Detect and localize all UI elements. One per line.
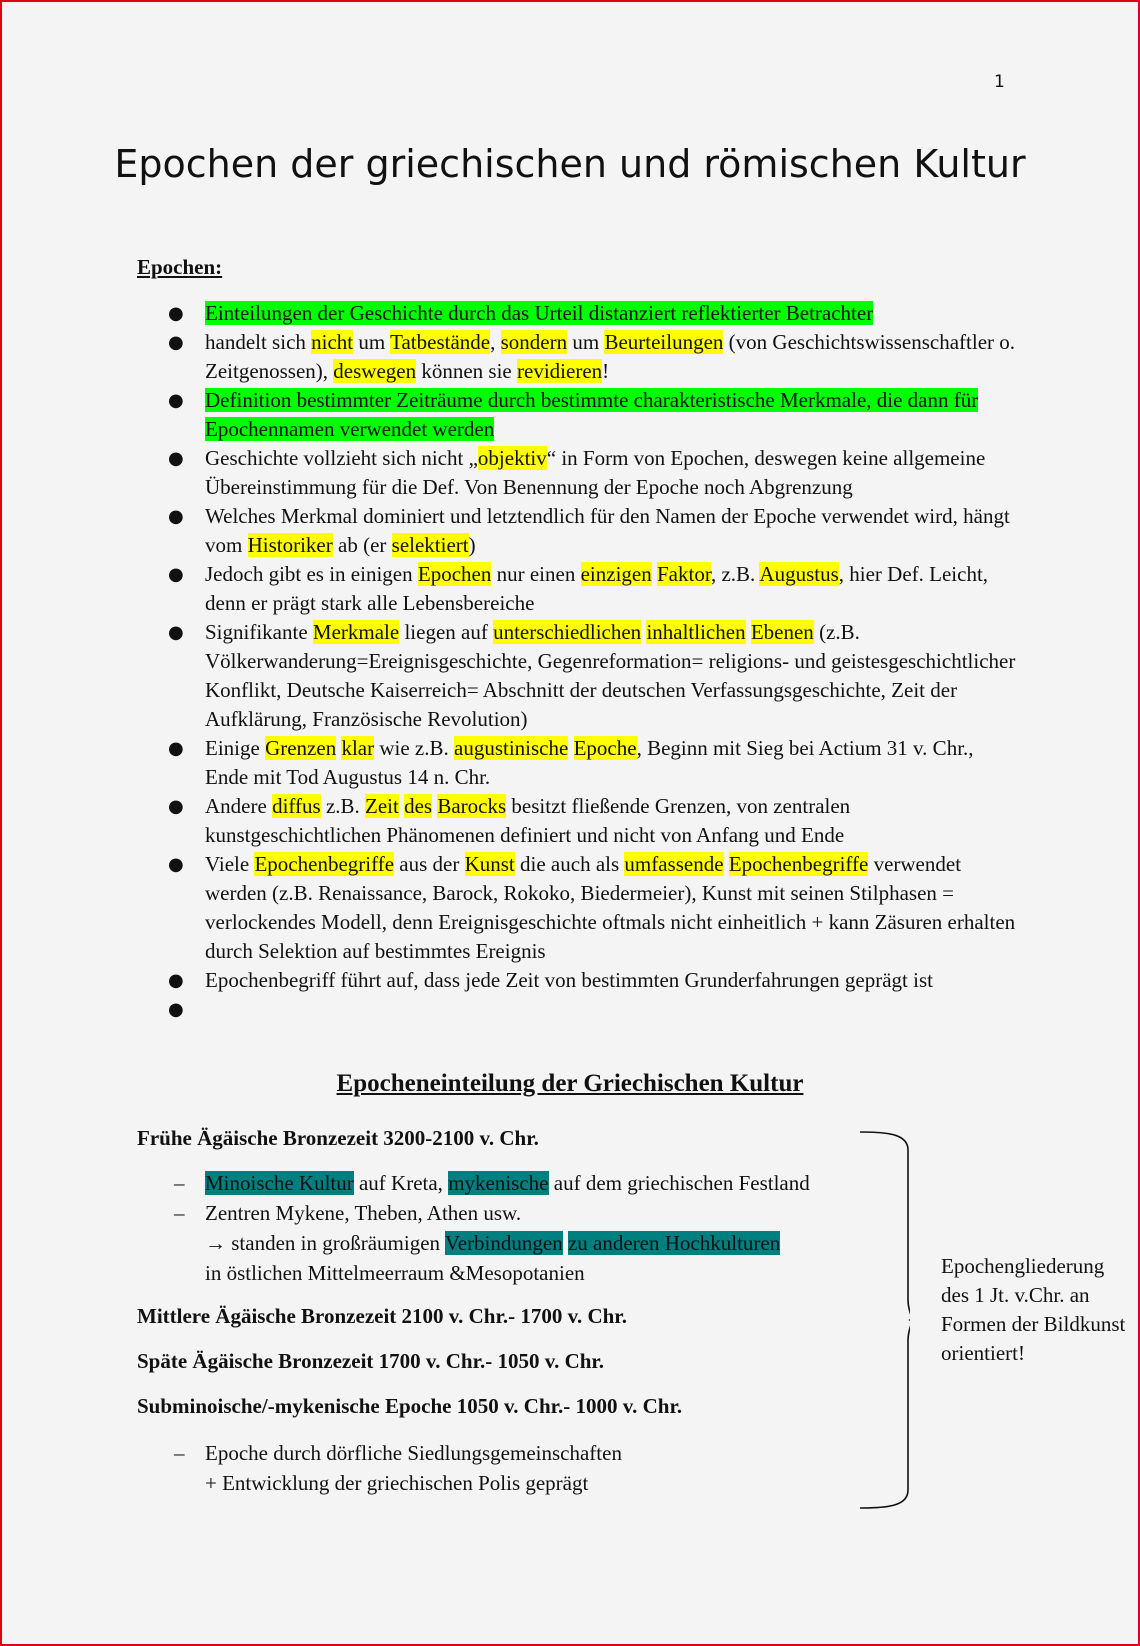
bullet-item	[2, 966, 1138, 995]
bullet-dot-icon: ●	[168, 448, 184, 469]
text-run: aus der	[394, 852, 465, 876]
dash-marker-icon: –	[174, 1201, 185, 1225]
bullet-item	[2, 734, 1138, 792]
bullet-dot-icon: ●	[168, 999, 184, 1020]
bullet-dot-icon: ●	[168, 564, 184, 585]
bullet-item	[2, 328, 1138, 386]
bullet-item	[2, 850, 1138, 966]
era-heading-middle-bronze: Mittlere Ägäische Bronzezeit 2100 v. Chr.- 1700 v. Chr.	[137, 1304, 627, 1328]
page-number: 1	[994, 72, 1005, 92]
highlighted-text: diffus	[272, 794, 321, 818]
highlighted-text: selektiert	[391, 533, 469, 557]
text-run: besitzt fließende Grenzen, von zentralen kunstgeschichtlichen Phänomenen definiert und nicht von Anfang und Ende	[205, 794, 851, 847]
highlighted-text: nicht	[311, 330, 354, 354]
text-run: um	[567, 330, 605, 354]
epochen-bullet-list	[2, 299, 1138, 1024]
highlighted-text: Tatbestände	[390, 330, 491, 354]
highlighted-text: klar	[341, 736, 375, 760]
dash-marker-icon: –	[174, 1441, 185, 1465]
highlighted-text: Epochenbegriffe	[254, 852, 395, 876]
era1-dash-list	[2, 1168, 902, 1288]
text-run: !	[602, 359, 610, 383]
text-run: z.B.	[320, 794, 366, 818]
text-run: verwendet werden (z.B. Renaissance, Barock, Rokoko, Biedermeier), Kunst mit seinen Stilphasen = verlockendes Modell, denn Ereignisgeschichte oftmals nicht einheitlich + kann Zäsuren erhalten durch Selektion auf bestimmtes Ereignis	[205, 852, 1016, 963]
page-title: Epochen der griechischen und römischen Kultur	[114, 142, 1026, 186]
text-run: (von Geschichtswissenschaftler o. Zeitgenossen),	[205, 330, 1016, 383]
text-run: “ in Form von Epochen, deswegen keine allgemeine Übereinstimmung für die Def. Von Benennung der Epoche noch Abgrenzung	[205, 446, 986, 499]
era-heading-subminoan: Subminoische/-mykenische Epoche 1050 v. Chr.- 1000 v. Chr.	[137, 1394, 683, 1418]
highlighted-text: mykenische	[448, 1171, 549, 1195]
bullet-dot-icon: ●	[168, 390, 184, 411]
text-run: Signifikante	[205, 620, 313, 644]
text-run: , hier Def. Leicht, denn er prägt stark alle Lebensbereiche	[205, 562, 989, 615]
highlighted-text: Kunst	[464, 852, 515, 876]
text-run	[568, 736, 573, 760]
era4-dash-list	[2, 1438, 902, 1498]
highlighted-text: inhaltlichen	[646, 620, 746, 644]
era-heading-late-bronze: Späte Ägäische Bronzezeit 1700 v. Chr.- 1050 v. Chr.	[137, 1349, 605, 1373]
highlighted-text: deswegen	[333, 359, 417, 383]
text-run: nur einen	[491, 562, 581, 586]
highlighted-text: Epochenbegriffe	[728, 852, 869, 876]
highlighted-text: Minoische Kultur	[205, 1171, 354, 1195]
text-run: Andere	[205, 794, 273, 818]
highlighted-text: zu anderen Hochkulturen	[567, 1231, 781, 1255]
text-run	[724, 852, 729, 876]
highlighted-text: augustinische	[454, 736, 569, 760]
text-run: Zentren Mykene, Theben, Athen usw.	[205, 1201, 522, 1225]
text-run: ab (er	[332, 533, 392, 557]
highlighted-text: Historiker	[247, 533, 333, 557]
section-label-epochen: Epochen:	[137, 255, 223, 279]
text-run: liegen auf	[399, 620, 494, 644]
highlighted-text: umfassende	[624, 852, 724, 876]
highlighted-text: revidieren	[517, 359, 603, 383]
highlighted-text: Barocks	[437, 794, 507, 818]
bullet-dot-icon: ●	[168, 332, 184, 353]
text-run: Viele	[205, 852, 255, 876]
highlighted-text: Zeit	[365, 794, 399, 818]
bullet-item	[2, 502, 1138, 560]
text-run: auf Kreta,	[353, 1171, 449, 1195]
bullet-dot-icon: ●	[168, 796, 184, 817]
bullet-dot-icon: ●	[168, 854, 184, 875]
bullet-item	[2, 560, 1138, 618]
text-run: , z.B.	[710, 562, 760, 586]
bullet-dot-icon: ●	[168, 506, 184, 527]
bullet-item	[2, 444, 1138, 502]
highlighted-text: Verbindungen	[444, 1231, 563, 1255]
greek-section-heading: Epocheneinteilung der Griechischen Kultur	[336, 1070, 804, 1097]
dash-item	[2, 1438, 902, 1498]
bullet-dot-icon: ●	[168, 970, 184, 991]
text-run: um	[353, 330, 391, 354]
highlighted-text: Merkmale	[312, 620, 400, 644]
bullet-item	[2, 995, 1138, 1024]
dash-item	[2, 1168, 902, 1198]
highlighted-text: sondern	[500, 330, 568, 354]
text-run: wie z.B.	[374, 736, 455, 760]
highlighted-text: Einteilungen der Geschichte durch das Urteil distanziert reflektierter Betrachter	[205, 301, 874, 325]
bullet-item	[2, 299, 1138, 328]
bullet-item	[2, 792, 1138, 850]
dash-marker-icon: –	[174, 1171, 185, 1195]
bullet-item	[2, 386, 1138, 444]
text-run: ,	[490, 330, 501, 354]
dash-item	[2, 1198, 902, 1288]
era-heading-early-bronze: Frühe Ägäische Bronzezeit 3200-2100 v. Chr.	[137, 1126, 539, 1150]
highlighted-text: des	[404, 794, 433, 818]
text-run: + Entwicklung der griechischen Polis geprägt	[205, 1471, 589, 1495]
text-run: Einige	[205, 736, 266, 760]
text-run: )	[468, 533, 476, 557]
highlighted-text: objektiv	[477, 446, 547, 470]
bullet-dot-icon: ●	[168, 622, 184, 643]
text-run: (z.B. Völkerwanderung=Ereignisgeschichte, Gegenreformation= religions- und geistesgeschichtlicher Konflikt, Deutsche Kaiserreich= Abschnitt der deutschen Verfassungsgeschichte, Zeit der Aufklärung, Französische Revolution)	[205, 620, 1016, 731]
side-note: Epochengliederung des 1 Jt. v.Chr. an Formen der Bildkunst orientiert!	[941, 1254, 1126, 1365]
text-run: Geschichte vollzieht sich nicht „	[205, 446, 478, 470]
text-run: können sie	[416, 359, 518, 383]
bullet-item	[2, 618, 1138, 734]
highlighted-text: Epochen	[417, 562, 492, 586]
text-run: auf dem griechischen Festland	[548, 1171, 810, 1195]
text-run: Jedoch gibt es in einigen	[205, 562, 418, 586]
text-run: , Beginn mit Sieg bei Actium 31 v. Chr., Ende mit Tod Augustus 14 n. Chr.	[205, 736, 974, 789]
highlighted-text: Faktor	[656, 562, 711, 586]
bullet-dot-icon: ●	[168, 303, 184, 324]
text-run: handelt sich	[205, 330, 312, 354]
text-run: Epochenbegriff führt auf, dass jede Zeit von bestimmten Grunderfahrungen geprägt ist	[205, 968, 933, 992]
highlighted-text: Grenzen	[265, 736, 337, 760]
bullet-dot-icon: ●	[168, 738, 184, 759]
highlighted-text: einzigen	[580, 562, 652, 586]
highlighted-text: Definition bestimmter Zeiträume durch bestimmte charakteristische Merkmale, die dann für Epochennamen verwendet werden	[205, 388, 979, 441]
text-run: Epoche durch dörfliche Siedlungsgemeinschaften	[205, 1441, 622, 1465]
highlighted-text: Epoche	[573, 736, 637, 760]
highlighted-text: Ebenen	[750, 620, 814, 644]
highlighted-text: Augustus	[759, 562, 839, 586]
highlighted-text: unterschiedlichen	[493, 620, 642, 644]
text-run: Welches Merkmal dominiert und letztendlich für den Namen der Epoche verwendet wird, hängt vom	[205, 504, 1010, 557]
curly-brace	[858, 1130, 910, 1510]
text-run: → standen in großräumigen	[205, 1231, 445, 1255]
text-run: die auch als	[514, 852, 625, 876]
text-run: in östlichen Mittelmeerraum &Mesopotanien	[205, 1261, 585, 1285]
highlighted-text: Beurteilungen	[604, 330, 724, 354]
